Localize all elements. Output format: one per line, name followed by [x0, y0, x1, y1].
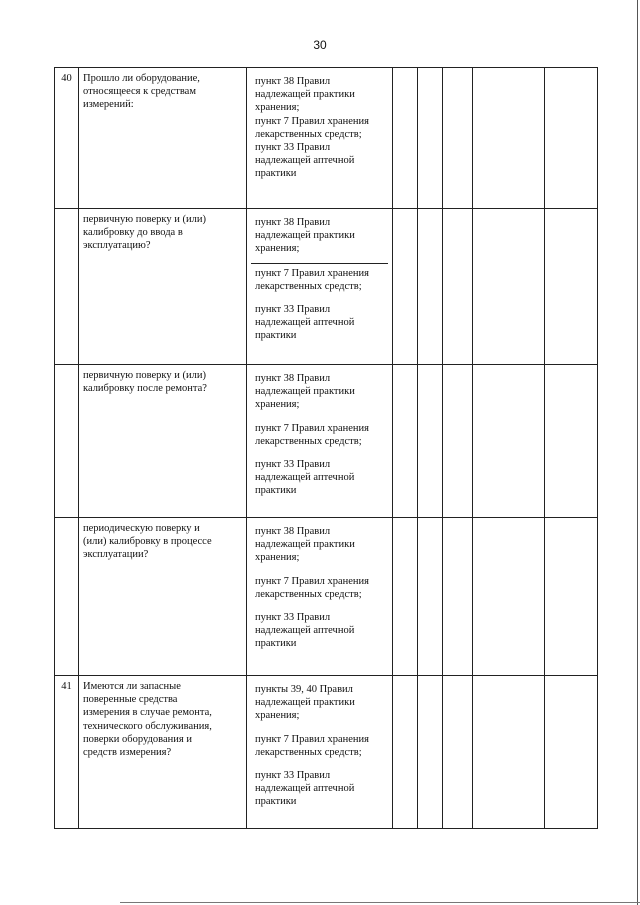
answer-cell-yes[interactable] [393, 68, 418, 209]
reference-text: пункт 7 Правил хранения лекарственных средств; [255, 733, 369, 758]
requirement-references [247, 518, 393, 676]
reference-text: пункт 38 Правил надлежащей практики хранения; [255, 526, 355, 564]
reference-text: пункт 7 Правил хранения лекарственных средств; [255, 575, 369, 600]
answer-cell-comment[interactable] [473, 209, 545, 365]
answer-cell-not-applicable[interactable] [443, 209, 473, 365]
answer-cell-not-applicable[interactable] [443, 676, 473, 829]
reference-text: пункт 33 Правил надлежащей аптечной практики [255, 459, 355, 497]
answer-cell-comment[interactable] [473, 518, 545, 676]
table-row [55, 68, 598, 209]
answer-cell-comment[interactable] [473, 365, 545, 518]
reference-text: пункт 38 Правил надлежащей практики хранения; пункт 7 Правил хранения лекарственных средств; пункт 33 Правил надлежащей аптечной практики [255, 76, 369, 180]
answer-cell-not-applicable[interactable] [443, 518, 473, 676]
reference-text: пункт 33 Правил надлежащей аптечной практики [255, 612, 355, 650]
reference-text: пункт 33 Правил надлежащей аптечной практики [255, 770, 355, 808]
answer-cell-comment[interactable] [473, 676, 545, 829]
checklist-table [54, 67, 598, 829]
reference-text: пункт 38 Правил надлежащей практики хранения; [255, 373, 355, 411]
table-row [55, 365, 598, 518]
requirement-references [247, 209, 393, 365]
reference-text: пункты 39, 40 Правил надлежащей практики хранения; [255, 684, 355, 722]
item-number: 40 [55, 68, 79, 209]
answer-cell-no[interactable] [418, 676, 443, 829]
table-row [55, 518, 598, 676]
table-row [55, 209, 598, 365]
question-text: периодическую поверку и (или) калибровку в процессе эксплуатации? [79, 518, 247, 676]
answer-cell-yes[interactable] [393, 518, 418, 676]
answer-cell-yes[interactable] [393, 209, 418, 365]
answer-cell-extra[interactable] [545, 365, 598, 518]
reference-text: пункт 38 Правил надлежащей практики хранения; [255, 217, 355, 255]
sheet-edge-right [637, 0, 638, 905]
sheet-edge-bottom [120, 902, 640, 903]
answer-cell-yes[interactable] [393, 676, 418, 829]
answer-cell-extra[interactable] [545, 676, 598, 829]
question-text: первичную поверку и (или) калибровку до ввода в эксплуатацию? [79, 209, 247, 365]
reference-text: пункт 7 Правил хранения лекарственных средств; [251, 263, 388, 300]
answer-cell-no[interactable] [418, 209, 443, 365]
reference-text: пункт 33 Правил надлежащей аптечной практики [255, 304, 355, 342]
answer-cell-no[interactable] [418, 518, 443, 676]
item-number [55, 209, 79, 365]
requirement-references [247, 676, 393, 829]
page-number: 30 [313, 38, 327, 52]
item-number: 41 [55, 676, 79, 829]
requirement-references [247, 365, 393, 518]
answer-cell-no[interactable] [418, 365, 443, 518]
question-text: Имеются ли запасные поверенные средства измерения в случае ремонта, технического обслуживания, поверки оборудования и средств измерения? [79, 676, 247, 829]
question-text: первичную поверку и (или) калибровку после ремонта? [79, 365, 247, 518]
answer-cell-no[interactable] [418, 68, 443, 209]
answer-cell-extra[interactable] [545, 68, 598, 209]
answer-cell-not-applicable[interactable] [443, 365, 473, 518]
answer-cell-extra[interactable] [545, 518, 598, 676]
requirement-references [247, 68, 393, 209]
answer-cell-yes[interactable] [393, 365, 418, 518]
answer-cell-extra[interactable] [545, 209, 598, 365]
reference-text: пункт 7 Правил хранения лекарственных средств; [255, 422, 369, 447]
answer-cell-not-applicable[interactable] [443, 68, 473, 209]
table-row [55, 676, 598, 829]
item-number [55, 518, 79, 676]
question-text: Прошло ли оборудование, относящееся к средствам измерений: [79, 68, 247, 209]
item-number [55, 365, 79, 518]
answer-cell-comment[interactable] [473, 68, 545, 209]
